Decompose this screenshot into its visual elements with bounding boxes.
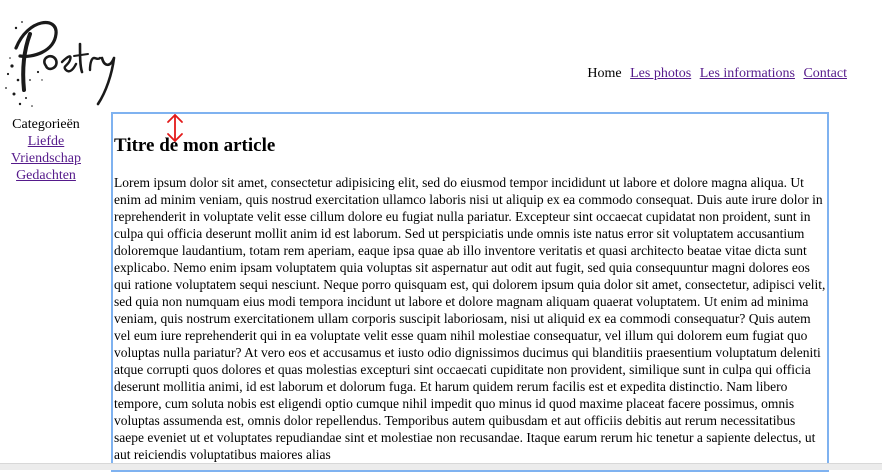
sidebar-item-gedachten[interactable]: Gedachten	[16, 168, 76, 183]
sidebar-item-vriendschap[interactable]: Vriendschap	[11, 151, 81, 166]
article-body: Lorem ipsum dolor sit amet, consectetur adipisicing elit, sed do eiusmod tempor incididunt ut labore et dolore magna aliqua. Ut enim ad minim veniam, quis nostrud exercitation ullamco laboris nisi ut aliquip ex ea commodo consequat. Duis aute irure dolor in reprehenderit in voluptate velit esse cillum dolore eu fugiat nulla pariatur. Excepteur sint occaecat cupidatat non proident, sunt in culpa qui officia deserunt mollit anim id est laborum. Sed ut perspiciatis unde omnis iste natus error sit voluptatem accusantium doloremque laudantium, totam rem aperiam, eaque ipsa quae ab illo inventore veritatis et quasi architecto beatae vitae dicta sunt explicabo. Nemo enim ipsam voluptatem quia voluptas sit aspernatur aut odit aut fugit, sed quia consequuntur magni dolores eos qui ratione voluptatem sequi nesciunt. Neque porro quisquam est, qui dolorem ipsum quia dolor sit amet, consectetur, adipisci velit, sed quia non numquam eius modi tempora incidunt ut labore et dolore magnam aliquam quaerat voluptatem. Ut enim ad minima veniam, quis nostrum exercitationem ullam corporis suscipit laboriosam, nisi ut aliquid ex ea commodi consequatur? Quis autem vel eum iure reprehenderit qui in ea voluptate velit esse quam nihil molestiae consequatur, vel illum qui dolorem eum fugiat quo voluptas nulla pariatur? At vero eos et accusamus et iusto odio dignissimos ducimus qui blanditiis praesentium voluptatum deleniti atque corrupti quos dolores et quas molestias excepturi sint occaecati cupiditate non provident, similique sunt in culpa qui officia deserunt mollitia animi, id est laborum et dolorum fuga. Et harum quidem rerum facilis est et expedita distinctio. Nam libero tempore, cum soluta nobis est eligendi optio cumque nihil impedit quo minus id quod maxime placeat facere possimus, omnis voluptas assumenda est, omnis dolor repellendus. Temporibus autem quibusdam et aut officiis debitis aut rerum necessitatibus saepe eveniet ut et voluptates repudiandae sint et molestiae non recusandae. Itaque earum rerum hic tenetur a sapiente delectus, ut aut reiciendis voluptatibus maiores alias	[114, 175, 826, 462]
category-sidebar	[4, 116, 88, 184]
main-nav	[582, 66, 847, 82]
vertical-double-arrow-icon	[162, 112, 188, 144]
nav-link-contact[interactable]: Contact	[803, 66, 847, 81]
poetry-logo	[2, 8, 128, 108]
horizontal-scrollbar[interactable]	[0, 463, 882, 470]
article-box	[111, 112, 829, 472]
nav-link-photos[interactable]: Les photos	[630, 66, 692, 81]
sidebar-title: Categorieën	[12, 117, 80, 132]
nav-item-home: Home	[587, 66, 622, 81]
nav-link-informations[interactable]: Les informations	[699, 66, 795, 81]
article-title: Titre de mon article	[114, 135, 276, 156]
sidebar-item-liefde[interactable]: Liefde	[27, 134, 65, 149]
